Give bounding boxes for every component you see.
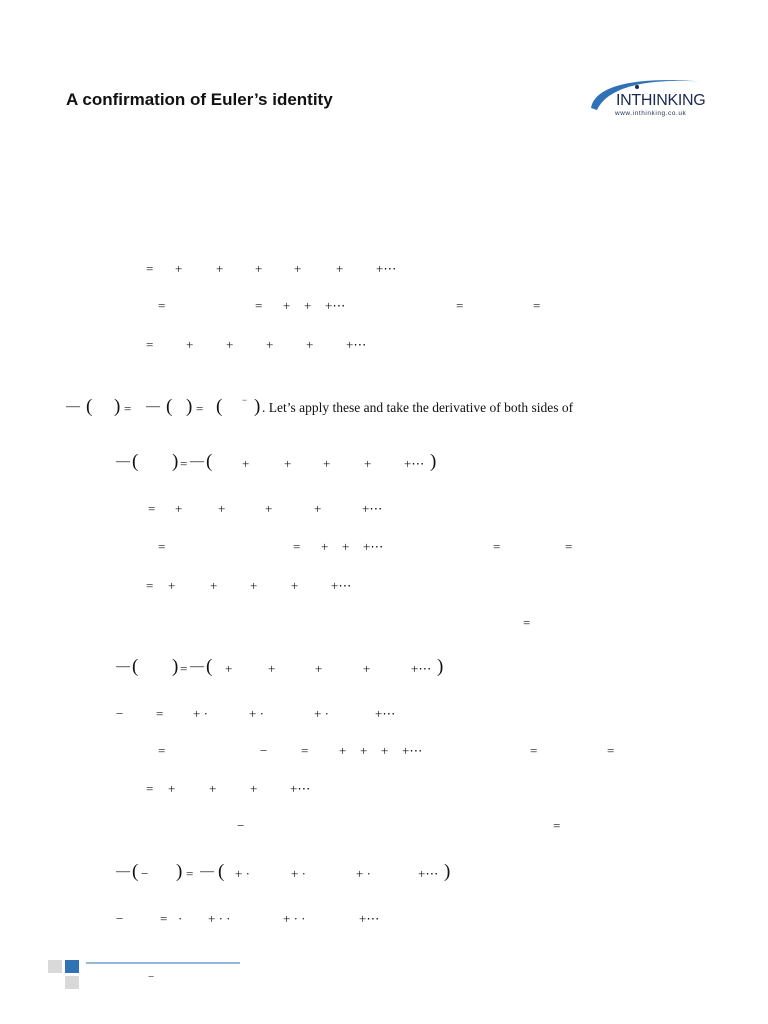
explanatory-sentence: . Let’s apply these and take the derivative of both sides of: [262, 400, 574, 415]
footer-decoration: [48, 958, 248, 992]
inthinking-logo: [585, 72, 715, 128]
page-title: A confirmation of Euler’s identity: [66, 90, 333, 109]
logo-url: www.inthinking.co.uk: [615, 110, 687, 117]
footer-minus: −: [148, 971, 155, 983]
sentence-text: Let’s apply these and take the derivative of both sides of: [268, 400, 574, 415]
logo-wordmark: INTHINKING: [616, 92, 706, 109]
